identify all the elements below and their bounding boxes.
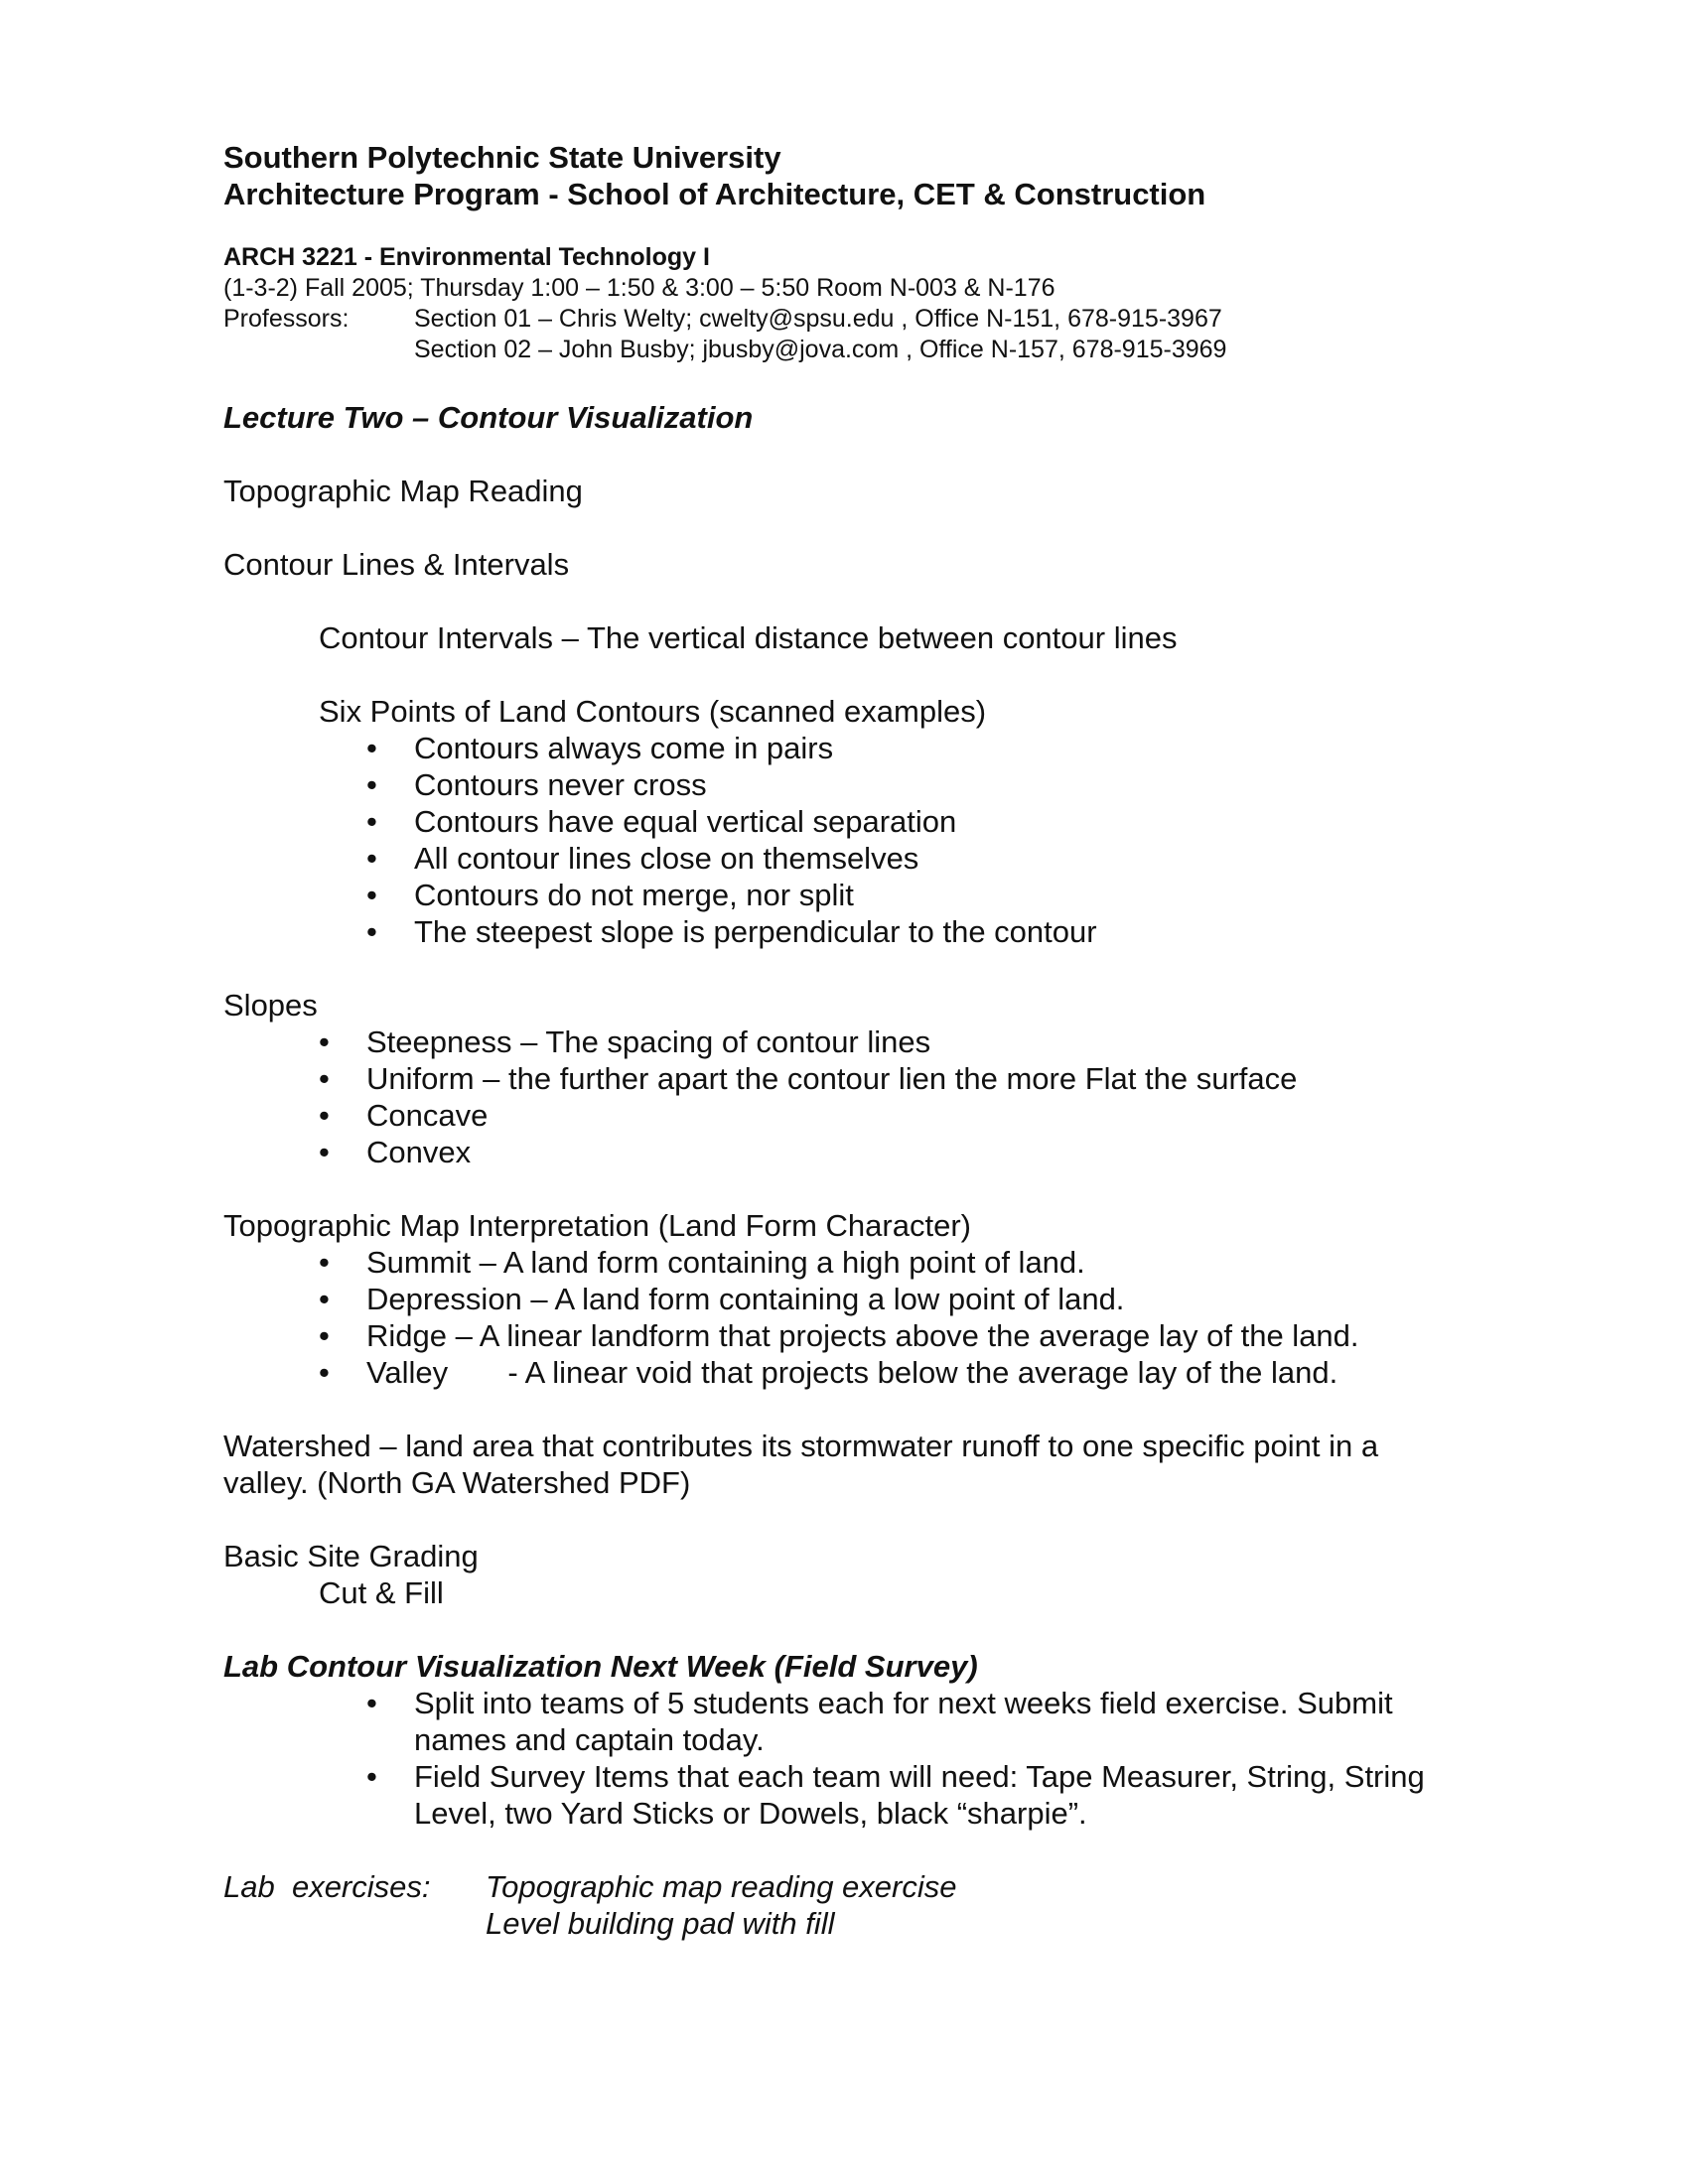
six-points-heading: Six Points of Land Contours (scanned examples) xyxy=(319,694,987,729)
document-page xyxy=(223,139,1514,1942)
list-item: • Valley - A linear void that projects below the average lay of the land. xyxy=(366,1354,1514,1391)
professors-label-spacer xyxy=(223,335,414,365)
section-01-info: Section 01 – Chris Welty; cwelty@spsu.edu , Office N-151, 678-915-3967 xyxy=(414,305,1222,333)
list-item: • Ridge – A linear landform that projects above the average lay of the land. xyxy=(366,1317,1514,1354)
list-item: • Uniform – the further apart the contour lien the more Flat the surface xyxy=(366,1060,1514,1097)
lab-exercise-2: Level building pad with fill xyxy=(486,1906,835,1941)
list-item: • Split into teams of 5 students each for next weeks field exercise. Submit names and captain today. xyxy=(414,1685,1467,1758)
grading-heading: Basic Site Grading xyxy=(223,1539,479,1573)
program-name: Architecture Program - School of Architecture, CET & Construction xyxy=(223,177,1206,211)
list-item: • Concave xyxy=(366,1097,1514,1134)
lab-exercises-label: Lab exercises: xyxy=(223,1869,431,1904)
grading-sub: Cut & Fill xyxy=(319,1575,444,1610)
topo-reading-heading: Topographic Map Reading xyxy=(223,474,583,508)
list-item: • Contours never cross xyxy=(414,766,1514,803)
professor-row-2 xyxy=(223,335,1514,365)
contour-intervals-text: Contour Intervals – The vertical distance between contour lines xyxy=(319,620,1178,655)
course-schedule: (1-3-2) Fall 2005; Thursday 1:00 – 1:50 & 3:00 – 5:50 Room N-003 & N-176 xyxy=(223,274,1055,302)
contour-lines-heading: Contour Lines & Intervals xyxy=(223,547,570,582)
professor-row-1 xyxy=(223,304,1514,335)
list-item: • Field Survey Items that each team will need: Tape Measurer, String, String Level, two Yard Sticks or Dowels, black “sharpie”. xyxy=(414,1758,1467,1832)
lab-heading: Lab Contour Visualization Next Week (Field Survey) xyxy=(223,1649,978,1684)
lab-list xyxy=(223,1685,1467,1832)
list-item: • Summit – A land form containing a high point of land. xyxy=(366,1244,1514,1281)
lab-exercises-row-1 xyxy=(223,1868,1514,1905)
lab-exercises-label-spacer xyxy=(223,1905,486,1942)
section-02-info: Section 02 – John Busby; jbusby@jova.com , Office N-157, 678-915-3969 xyxy=(414,336,1227,363)
list-item: • The steepest slope is perpendicular to the contour xyxy=(414,913,1514,950)
lecture-title: Lecture Two – Contour Visualization xyxy=(223,400,754,435)
six-points-list xyxy=(223,730,1514,950)
slopes-list xyxy=(223,1024,1514,1170)
list-item: • Contours do not merge, nor split xyxy=(414,877,1514,913)
watershed-line-2: valley. (North GA Watershed PDF) xyxy=(223,1465,691,1500)
list-item: • Contours have equal vertical separation xyxy=(414,803,1514,840)
list-item: • All contour lines close on themselves xyxy=(414,840,1514,877)
university-name: Southern Polytechnic State University xyxy=(223,140,781,175)
professors-label: Professors: xyxy=(223,305,350,333)
interpretation-heading: Topographic Map Interpretation (Land Form Character) xyxy=(223,1208,971,1243)
lab-exercises-row-2 xyxy=(223,1905,1514,1942)
list-item: • Steepness – The spacing of contour lines xyxy=(366,1024,1514,1060)
list-item: • Contours always come in pairs xyxy=(414,730,1514,766)
list-item: • Depression – A land form containing a low point of land. xyxy=(366,1281,1514,1317)
interpretation-list xyxy=(223,1244,1514,1391)
lab-exercise-1: Topographic map reading exercise xyxy=(486,1869,957,1904)
course-info xyxy=(223,242,1514,365)
course-title: ARCH 3221 - Environmental Technology I xyxy=(223,243,710,271)
slopes-heading: Slopes xyxy=(223,988,318,1023)
watershed-line-1: Watershed – land area that contributes its stormwater runoff to one specific point in a xyxy=(223,1429,1379,1463)
list-item: • Convex xyxy=(366,1134,1514,1170)
